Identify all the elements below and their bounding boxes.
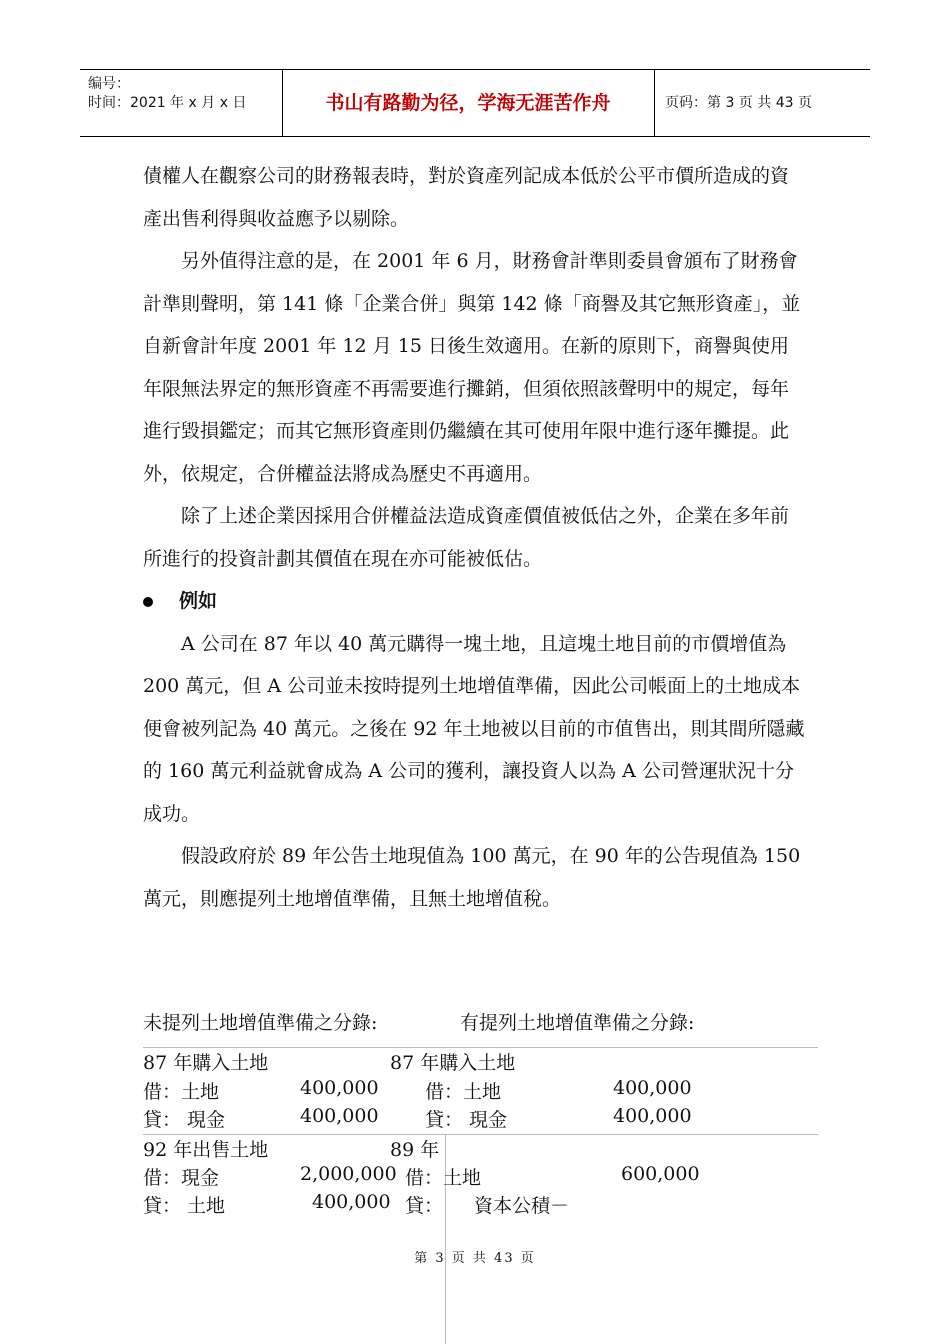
left-credit-label-2: 貸： 土地 bbox=[143, 1195, 226, 1217]
right-credit-item-2: 資本公積－ bbox=[474, 1195, 570, 1217]
left-heading: 未提列土地增值準備之分錄: bbox=[143, 1012, 378, 1034]
header-page-info: 页码：第 3 页 共 43 页 bbox=[665, 95, 812, 111]
page-footer: 第 3 页 共 43 页 bbox=[414, 1251, 536, 1266]
left-credit-amount-2: 400,000 bbox=[312, 1191, 391, 1213]
left-row-sale: 92 年出售土地 bbox=[143, 1139, 269, 1161]
paragraph: A 公司在 87 年以 40 萬元購得一塊土地，且這塊土地目前的市價增值為 200 萬元，但 A 公司並未按時提列土地增值準備，因此公司帳面上的土地成本便會被列記為 40 萬元。之後在 92 年土地被以目前的市值售出，則其間所隱藏的 160 萬元利益就會成為 A 公司的獲利，讓投資人以為 A 公司營運狀況十分成功。 bbox=[143, 632, 805, 825]
right-row-purchase: 87 年購入土地 bbox=[390, 1052, 516, 1074]
right-debit-label: 借：土地 bbox=[425, 1081, 502, 1103]
right-credit-amount: 400,000 bbox=[613, 1105, 692, 1127]
right-credit-label: 貸： 現金 bbox=[425, 1109, 508, 1131]
left-debit-label: 借：土地 bbox=[143, 1081, 220, 1103]
header-motto: 书山有路勤为径，学海无涯苦作舟 bbox=[282, 70, 655, 136]
right-credit-label-2: 貸： bbox=[405, 1195, 444, 1217]
left-credit-label: 貸： 現金 bbox=[143, 1109, 226, 1131]
page-header bbox=[80, 69, 870, 137]
bullet-label: 例如 bbox=[179, 590, 218, 612]
header-meta bbox=[80, 70, 283, 136]
paragraph: 債權人在觀察公司的財務報表時，對於資產列記成本低於公平市價所造成的資產出售利得與收益應予以剔除。 bbox=[143, 165, 790, 230]
left-row-purchase: 87 年購入土地 bbox=[143, 1052, 269, 1074]
bullet-dot-icon bbox=[143, 597, 153, 607]
right-heading: 有提列土地增值準備之分錄: bbox=[460, 1012, 695, 1034]
header-time: 时间：2021 年 x 月 x 日 bbox=[88, 95, 247, 111]
document-body bbox=[143, 155, 805, 920]
left-debit-label-2: 借：現金 bbox=[143, 1167, 220, 1189]
left-credit-amount: 400,000 bbox=[300, 1105, 379, 1127]
header-number: 编号： bbox=[88, 76, 130, 92]
left-debit-amount-2: 2,000,000 bbox=[300, 1163, 397, 1185]
paragraph: 另外值得注意的是，在 2001 年 6 月，財務會計準則委員會頒布了財務會計準則聲明，第 141 條「企業合併」與第 142 條「商譽及其它無形資產」，並自新會計年度 2001 年 12 月 15 日後生效適用。在新的原則下，商譽與使用年限無法界定的無形資產不再需要進行攤銷，但須依照該聲明中的規定，每年進行毀損鑑定；而其它無形資產則仍繼續在其可使用年限中進行逐年攤提。此外，依規定，合併權益法將成為歷史不再適用。 bbox=[143, 250, 801, 485]
example-bullet bbox=[143, 580, 805, 623]
right-row-year: 89 年 bbox=[390, 1139, 440, 1161]
left-debit-amount: 400,000 bbox=[300, 1077, 379, 1099]
right-debit-label-2: 借：土地 bbox=[405, 1167, 482, 1189]
paragraph: 除了上述企業因採用合併權益法造成資產價值被低估之外，企業在多年前所進行的投資計劃其價值在現在亦可能被低估。 bbox=[143, 505, 790, 570]
right-debit-amount-2: 600,000 bbox=[621, 1163, 700, 1185]
right-debit-amount: 400,000 bbox=[613, 1077, 692, 1099]
paragraph: 假設政府於 89 年公告土地現值為 100 萬元，在 90 年的公告現值為 150 萬元，則應提列土地增值準備，且無土地增值稅。 bbox=[143, 845, 801, 910]
